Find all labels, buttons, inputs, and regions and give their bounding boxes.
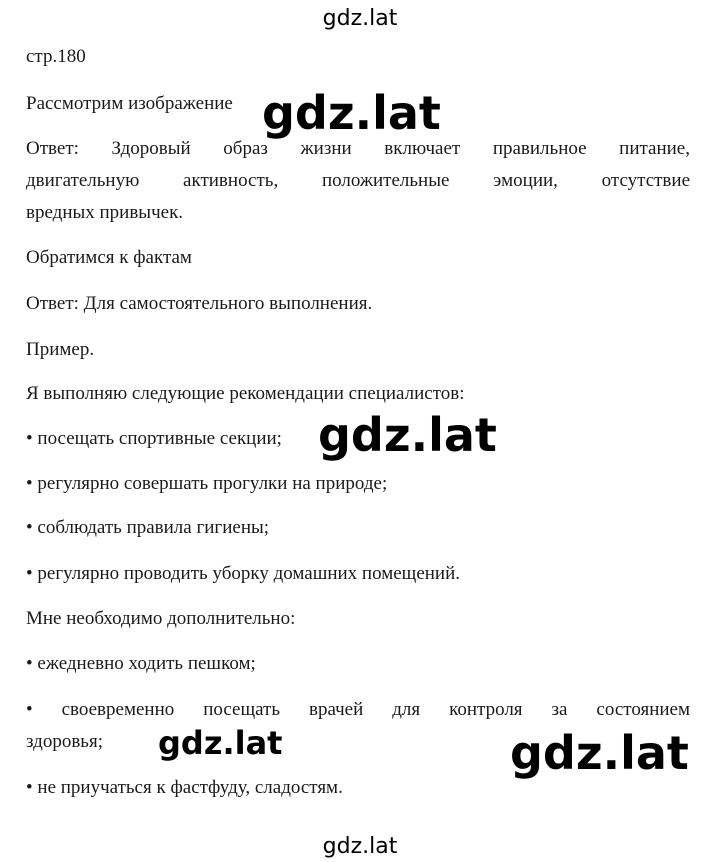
answer-healthy-lifestyle (26, 133, 690, 197)
list-item-line: здоровья; (26, 731, 103, 752)
watermark: gdz.lat (318, 408, 497, 462)
page-reference: стр.180 (26, 46, 86, 67)
list-item: • ежедневно ходить пешком; (26, 653, 256, 674)
watermark: gdz.lat (262, 86, 441, 140)
list-item: • соблюдать правила гигиены; (26, 517, 270, 538)
list-item (26, 694, 690, 726)
watermark: gdz.lat (158, 724, 283, 762)
answer-line: Ответ: Здоровый образ жизни включает правильное питание, (26, 138, 690, 159)
list-item-line: • своевременно посещать врачей для контроля за состоянием (26, 699, 690, 720)
list-item: • регулярно проводить уборку домашних помещений. (26, 563, 461, 584)
answer-line: вредных привычек. (26, 202, 184, 223)
answer-self-study: Ответ: Для самостоятельного выполнения. (26, 293, 373, 314)
example-label: Пример. (26, 339, 95, 360)
answer-line: двигательную активность, положительные эмоции, отсутствие (26, 170, 690, 191)
watermark: gdz.lat (510, 726, 689, 780)
additional-intro: Мне необходимо дополнительно: (26, 608, 296, 629)
section-title-image: Рассмотрим изображение (26, 93, 233, 114)
site-header: gdz.lat (322, 6, 398, 31)
site-footer: gdz.lat (322, 834, 398, 859)
list-item: • регулярно совершать прогулки на природе; (26, 473, 388, 494)
list-item: • посещать спортивные секции; (26, 428, 282, 449)
section-title-facts: Обратимся к фактам (26, 247, 192, 268)
list-item: • не приучаться к фастфуду, сладостям. (26, 777, 343, 798)
recommendations-intro: Я выполняю следующие рекомендации специалистов: (26, 383, 465, 404)
